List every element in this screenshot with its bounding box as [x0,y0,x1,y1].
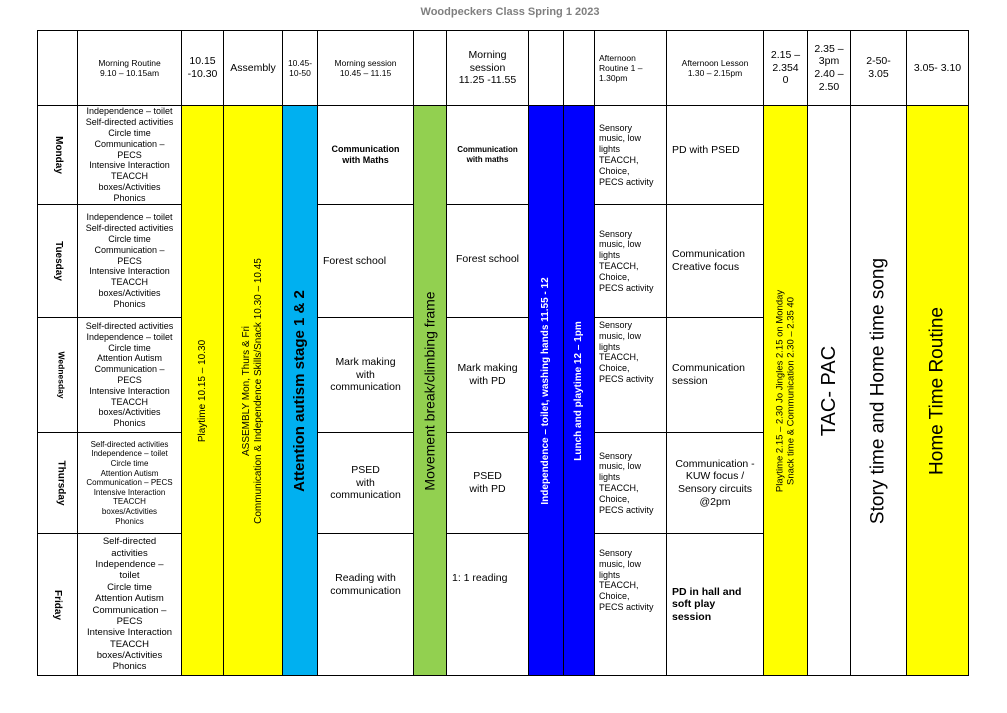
header-movement-break [414,31,447,106]
afternoon-lesson-friday: PD in hall and soft play session [667,534,764,676]
playtime-column: Playtime 10.15 – 10.30 [182,106,224,676]
header-1015: 10.15 -10.30 [182,31,224,106]
home-time-column: Home Time Routine [907,106,969,676]
timetable [37,30,969,676]
routine-thursday: Self-directed activities Independence – toilet Circle time Attention Autism Communication – PECS Intensive Interaction TEACCH boxes/Activities Phonics [78,433,182,534]
afternoon-lesson-wednesday: Communication session [667,318,764,433]
morning-session-monday: Communication with Maths [318,106,414,205]
header-afternoon-lesson: Afternoon Lesson 1.30 – 2.15pm [667,31,764,106]
header-assembly: Assembly [224,31,283,106]
header-row [38,31,969,106]
morning-session-tuesday: Forest school [318,205,414,318]
day-thursday: Thursday [38,433,78,534]
header-independence [529,31,564,106]
morning-session2-monday: Communication with maths [447,106,529,205]
header-corner [38,31,78,106]
independence-column: Independence – toilet, washing hands 11.55 - 12 [529,106,564,676]
assembly-column: ASSEMBLY Mon, Thurs & Fri Communication & Independence Skills/Snack 10.30 – 10.45 [224,106,283,676]
header-lunch [564,31,595,106]
header-1045: 10.45- 10-50 [283,31,318,106]
day-wednesday: Wednesday [38,318,78,433]
header-235: 2.35 – 3pm 2.40 – 2.50 [808,31,851,106]
header-morning-routine: Morning Routine 9.10 – 10.15am [78,31,182,106]
afternoon-routine-monday: Sensory music, low lights TEACCH, Choice, PECS activity [595,106,667,205]
header-morning-session-2: Morning session 11.25 -11.55 [447,31,529,106]
routine-monday: Independence – toilet Self-directed activities Circle time Communication – PECS Intensive Interaction TEACCH boxes/Activities Phonics [78,106,182,205]
morning-session-thursday: PSED with communication [318,433,414,534]
header-215: 2.15 – 2.354 0 [764,31,808,106]
tac-pac-column: TAC- PAC [808,106,851,676]
afternoon-routine-thursday: Sensory music, low lights TEACCH, Choice, PECS activity [595,433,667,534]
header-305: 3.05- 3.10 [907,31,969,106]
morning-session2-wednesday: Mark making with PD [447,318,529,433]
header-250: 2-50- 3.05 [851,31,907,106]
row-monday [38,106,969,205]
routine-tuesday: Independence – toilet Self-directed activities Circle time Communication – PECS Intensive Interaction TEACCH boxes/Activities Phonics [78,205,182,318]
story-time-column: Story time and Home time song [851,106,907,676]
header-morning-session: Morning session 10.45 – 11.15 [318,31,414,106]
page-title: Woodpeckers Class Spring 1 2023 [420,6,600,18]
afternoon-routine-wednesday: Sensory music, low lights TEACCH, Choice, PECS activity [595,318,667,433]
morning-session-wednesday: Mark making with communication [318,318,414,433]
afternoon-lesson-thursday: Communication - KUW focus / Sensory circuits @2pm [667,433,764,534]
attention-autism-column: Attention autism stage 1 & 2 [283,106,318,676]
movement-break-column: Movement break/climbing frame [414,106,447,676]
day-friday: Friday [38,534,78,676]
afternoon-lesson-monday: PD with PSED [667,106,764,205]
lunch-column: Lunch and playtime 12 – 1pm [564,106,595,676]
morning-session2-friday: 1: 1 reading [447,534,529,676]
afternoon-lesson-tuesday: Communication Creative focus [667,205,764,318]
routine-friday: Self-directed activities Independence – toilet Circle time Attention Autism Communication – PECS Intensive Interaction TEACCH boxes/Activities Phonics [78,534,182,676]
afternoon-routine-friday: Sensory music, low lights TEACCH, Choice, PECS activity [595,534,667,676]
routine-wednesday: Self-directed activities Independence – toilet Circle time Attention Autism Communication – PECS Intensive Interaction TEACCH boxes/Activities Phonics [78,318,182,433]
header-afternoon-routine: Afternoon Routine 1 – 1.30pm [595,31,667,106]
day-monday: Monday [38,106,78,205]
morning-session2-tuesday: Forest school [447,205,529,318]
morning-session-friday: Reading with communication [318,534,414,676]
afternoon-routine-tuesday: Sensory music, low lights TEACCH, Choice, PECS activity [595,205,667,318]
afternoon-playtime-column: Playtime 2.15 – 2.30 Jo Jingles 2.15 on Monday Snack time & Communication 2.30 – 2.35 40 [764,106,808,676]
morning-session2-thursday: PSED with PD [447,433,529,534]
day-tuesday: Tuesday [38,205,78,318]
